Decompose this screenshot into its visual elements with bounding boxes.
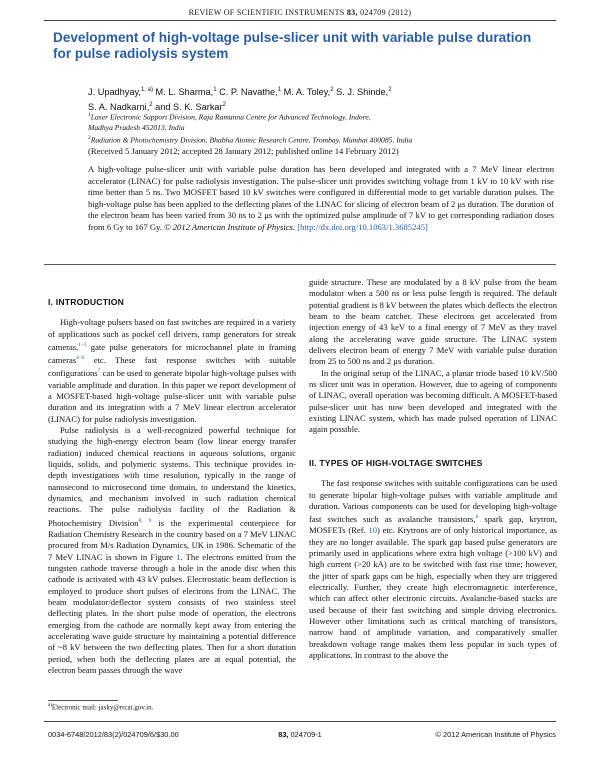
affiliations: [88, 110, 558, 145]
text: etc. These fast response switches with suitable configurations: [48, 355, 296, 379]
received-dates: (Received 5 January 2012; accepted 28 January 2012; published online 14 February 2012): [88, 146, 399, 156]
author-sup: 2: [388, 87, 392, 93]
abstract-copyright: © 2012 American Institute of Physics.: [161, 221, 296, 232]
reference-link[interactable]: 10: [368, 525, 378, 536]
author: M. L. Sharma,: [152, 87, 214, 98]
journal-name: REVIEW OF SCIENTIFIC INSTRUMENTS: [188, 8, 345, 17]
text: The fast response switches with suitable configurations can be used to generate bipolar high-voltage pulses with variable amplitude and duration. Various components can be used for developing high-voltage fast switches such as avalanche transistors,: [309, 478, 557, 525]
footer-issn: 0034-6748/2012/83(2)/024709/6/$30.00: [48, 730, 179, 739]
paragraph: In the original setup of the LINAC, a planar triode based 10 kV/500 ns slicer unit was in operation. However, due to ageing of components of LINAC, overall operation was becoming difficult. A MOSFET-based pulse-slicer unit has now been developed and integrated with the existing LINAC system, which has made pulsed operation of LINAC again possible.: [309, 367, 557, 435]
footnote-rule: [48, 700, 118, 701]
footnote-mark: a): [48, 703, 52, 708]
author: J. Upadhyay,: [88, 87, 141, 98]
text: spark gap, krytron, MOSFETs (Ref.: [309, 514, 557, 536]
citation[interactable]: 6: [475, 514, 479, 521]
author-sup: 1: [213, 87, 217, 93]
right-column: [309, 277, 557, 662]
footer-rule: [44, 721, 556, 722]
paragraph: guide structure. These are modulated by a 8 kV pulse from the beam modulator when a 500 ns or less pulse length is required. The default potential gradient is 8 kV between the plates which deflects the electron beam to the beam catcher. These electrons get accelerated from injection energy of 43 keV to a final energy of 7 MeV as they travel along the accelerating wave guide structure. The LINAC system delivers electron beam of energy 7 MeV with variable pulse duration from 25 to 500 ns and 2 μs duration.: [309, 277, 557, 367]
citation[interactable]: 8, 9: [138, 517, 152, 524]
citation[interactable]: 4–6: [76, 355, 85, 362]
footnote-text: Electronic mail: jasky@rrcat.gov.in.: [51, 703, 154, 712]
text: Pulse radiolysis is a well-recognized powerful technique for studying the high-energy electron beam (low linear energy transfer radiation) induced chemical reactions in aqueous solutions, organic liquids, solids, and polymeric systems. This technique provides in-depth investigations with time resolution, typically in the range of nanosecond to microsecond time domain, to understand the kinetics, dynamics, and mechanism involved in such radiation chemical reactions. The pulse radiolysis facility of the Radiation & Photochemistry Division: [48, 425, 296, 528]
affiliation-1: Laser Electronic Support Division, Raja Ramanna Centre for Advanced Technology, Indore,: [90, 112, 371, 122]
author: S. A. Nadkarni,: [88, 102, 150, 113]
author-sup: 2: [149, 102, 153, 109]
text: gate pulse generators for microchannel plate in framing cameras: [48, 341, 296, 366]
affil-sup: 2: [88, 134, 91, 141]
text: can be used to generate bipolar high-voltage pulses with variable amplitude and duration. In this paper we report development of a MOSFET-based high-voltage pulse-slicer unit with variable pulse duration and its integration with a 7 MeV linear electron accelerator (LINAC) for pulse radiolysis investigation.: [48, 368, 296, 424]
paragraph: [48, 317, 296, 425]
page-number: 024709-1: [288, 730, 322, 739]
paragraph: [309, 478, 557, 661]
text: High-voltage pulsers based on fast switches are required in a variety of applications such as pockel cell drivers, ramp generators for streak cameras,: [48, 317, 296, 352]
author: S. J. Shinde,: [333, 87, 389, 98]
author: and S. K. Sarkar: [152, 102, 223, 113]
author-sup: 1, a): [140, 87, 153, 93]
abstract-text: A high-voltage pulse-slicer unit with variable pulse duration has been developed and integrated with a 7 MeV linear electron accelerator (LINAC) for pulse radiolysis investigation. The pulse-slicer unit provides switching voltage from 1 kV to 10 kV with rise time better than 5 ns. Two MOSFET based 10 kV switches were configured in differential mode to get variable duration pulses. The high-voltage pulse has been applied to the deflecting plates of the LINAC for slicing of electron beam of 2 μs duration. The duration of the electron beam has been varied from 30 ns to 2 μs with the optimized pulse amplitude of 7 kV to get corresponding radiation doses from 6 Gy to 167 Gy.: [88, 164, 554, 232]
doi-link[interactable]: [http://dx.doi.org/10.1063/1.3685245]: [297, 221, 428, 232]
page-volume: 83,: [278, 730, 289, 739]
article-number: 024709 (2012): [360, 8, 412, 17]
section-heading: I. INTRODUCTION: [48, 297, 125, 307]
affiliation-2: Radiation & Photochemistry Division, Bhabha Atomic Research Centre, Trombay, Mumbai 400085, India: [90, 135, 413, 145]
text: ) etc. Krytrons are of only historical importance, as they are no longer available. The spark gap based pulse generators are primarily used in applications where extra high voltage (>100 kV) and high current (>20 kA) are to be switched with fast rise time; however, the jitter of spark gaps can be high, especially when they are triggered electrically. Further, they create high electromagnetic interference, which can affect other electronic circuits. Avalanche-based stacks are used because of their fast switching and simple driving electronics. However other limitations such as critical matching of transistors, narrow band of amplitude variation, and comparatively smaller breakdown voltage range makes them less popular in such types of applications. In contrast to the above the: [309, 525, 557, 661]
paragraph: [48, 425, 296, 676]
author: M. A. Toley,: [281, 87, 331, 98]
figure-ref[interactable]: 1: [176, 551, 181, 562]
citation[interactable]: 1–3: [78, 342, 87, 349]
section-heading: II. TYPES OF HIGH-VOLTAGE SWITCHES: [309, 457, 483, 468]
footnote: [48, 703, 153, 711]
author-sup: 2: [222, 102, 226, 109]
abstract-rule: [44, 264, 556, 265]
text: is the experimental centerpiece for Radiation Chemistry Research in the country based on a 7 MeV LINAC procured from M/s Radiation Dynamics, UK in 1986. Schematic of the 7 MeV LINAC is shown in Figure: [48, 517, 297, 562]
header-rule: [44, 20, 556, 21]
text: . The electrons emitted from the tungsten cathode traverse through a hole in the anode disc when this cathode is activated with 43 kV pulses. Electrostatic beam deflection is employed to produce short pulses of electrons from the LINAC. The beam modulator/deflector system consists of two stainless steel deflecting plates. In the short pulse mode of operation, the electrons emerging from the cathode are normally kept away from entering the accelerating wave guide structure by maintaining a potential difference of ~8 kV between the two deflecting plates. Then for a short duration period, when both the deflecting plates are at equal potential, the electron beam passes through the wave: [48, 551, 296, 676]
affiliation-1-cont: Madhya Pradesh 452013, India: [88, 122, 185, 132]
abstract: [88, 164, 554, 234]
running-header: [0, 8, 600, 17]
citation[interactable]: 7: [97, 368, 101, 375]
author-sup: 1: [277, 87, 282, 93]
author-sup: 2: [330, 87, 334, 93]
footer-copyright: © 2012 American Institute of Physics: [435, 730, 556, 739]
affil-sup: 1: [88, 112, 91, 118]
paper-title: Development of high-voltage pulse-slicer unit with variable pulse duration for pulse radiolysis system: [53, 30, 532, 61]
journal-volume: 83,: [346, 8, 358, 17]
author: C. P. Navathe,: [216, 87, 278, 98]
left-column: [48, 297, 296, 676]
